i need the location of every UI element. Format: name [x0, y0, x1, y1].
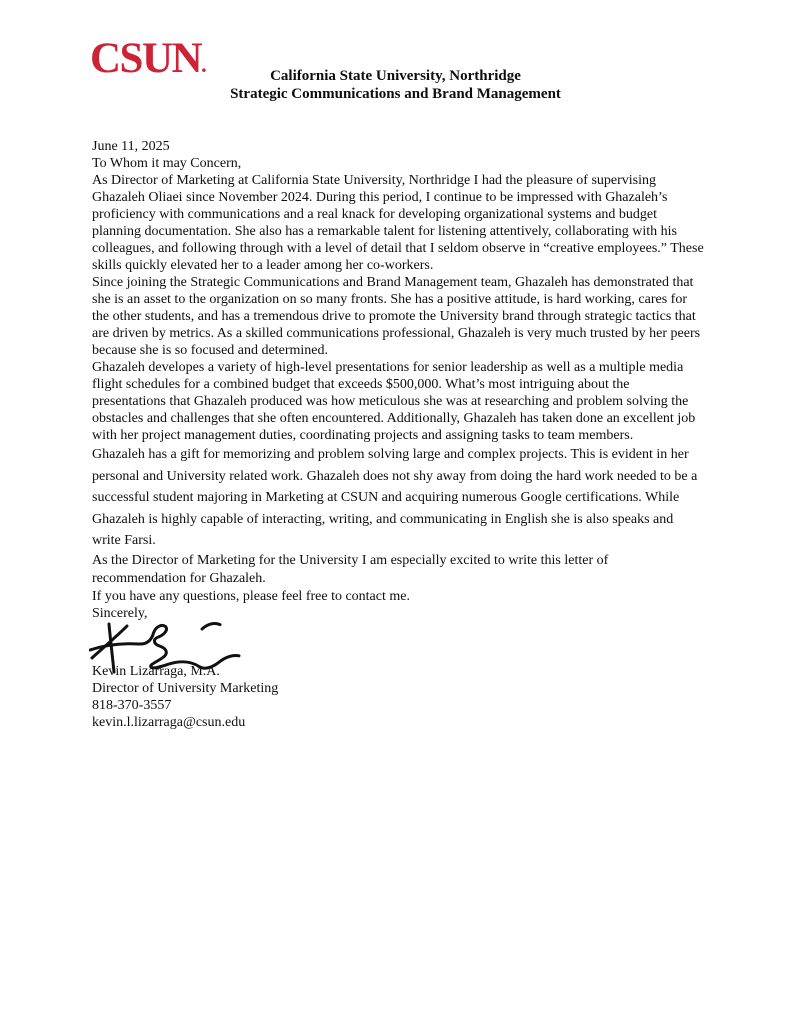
csun-logo-text: CSUN: [90, 35, 202, 82]
signatory-name: Kevin Lizarraga, M.A.: [92, 663, 220, 679]
letter-body: [92, 138, 705, 731]
body-paragraph-3: Ghazaleh developes a variety of high-level presentations for senior leadership as well as a multiple media flight schedules for a combined budget that exceeds $500,000. What’s most intriguing about the presentations that Ghazaleh produced was how meticulous she was at researching and problem solving the obstacles and challenges that she often encountered. Additionally, Ghazaleh has taken done an excellent job with her project management duties, coordinating projects and assigning tasks to team members.: [92, 360, 696, 443]
phone-number: 818-370-3557: [92, 697, 172, 713]
body-paragraph-6: If you have any questions, please feel free to contact me.: [92, 588, 410, 604]
org-name: California State University, Northridge: [270, 68, 521, 84]
letterhead-org-block: [0, 67, 791, 103]
body-paragraph-2: Since joining the Strategic Communications and Brand Management team, Ghazaleh has demonstrated that she is an asset to the organization on so many fronts. She has a positive attitude, is hard working, cares for the other students, and has a tremendous drive to promote the University brand through strategic tactics that are driven by metrics. As a skilled communications professional, Ghazaleh is very much trusted by her peers because she is so focused and determined.: [92, 275, 701, 358]
body-paragraph-5: As the Director of Marketing for the University I am especially excited to write this letter of recommendation for Ghazaleh.: [92, 552, 609, 586]
csun-logo-period: .: [201, 52, 207, 77]
signatory-title: Director of University Marketing: [92, 680, 279, 696]
body-paragraph-4: Ghazaleh has a gift for memorizing and problem solving large and complex projects. This is evident in her personal and University related work. Ghazaleh does not shy away from doing the hard work needed to be a successful student majoring in Marketing at CSUN and acquiring numerous Google certifications. While Ghazaleh is highly capable of interacting, writing, and communicating in English she is also speaks and write Farsi.: [92, 447, 698, 549]
salutation: To Whom it may Concern,: [92, 156, 242, 171]
org-department: Strategic Communications and Brand Management: [230, 86, 561, 102]
body-paragraph-1: As Director of Marketing at California State University, Northridge I had the pleasure of supervising Ghazaleh Oliaei since November 2024. During this period, I continue to be impressed with Ghazaleh’s proficiency with communications and a real knack for developing organizational systems and budget planning documentation. She also has a remarkable talent for listening attentively, collaborating with his colleagues, and following through with a level of detail that I seldom observe in “creative employees.” These skills quickly elevated her to a leader among her co-workers.: [92, 173, 704, 273]
letter-date: June 11, 2025: [92, 139, 170, 154]
closing-salutation: Sincerely,: [92, 605, 148, 621]
email-address: kevin.l.lizarraga@csun.edu: [92, 714, 246, 730]
